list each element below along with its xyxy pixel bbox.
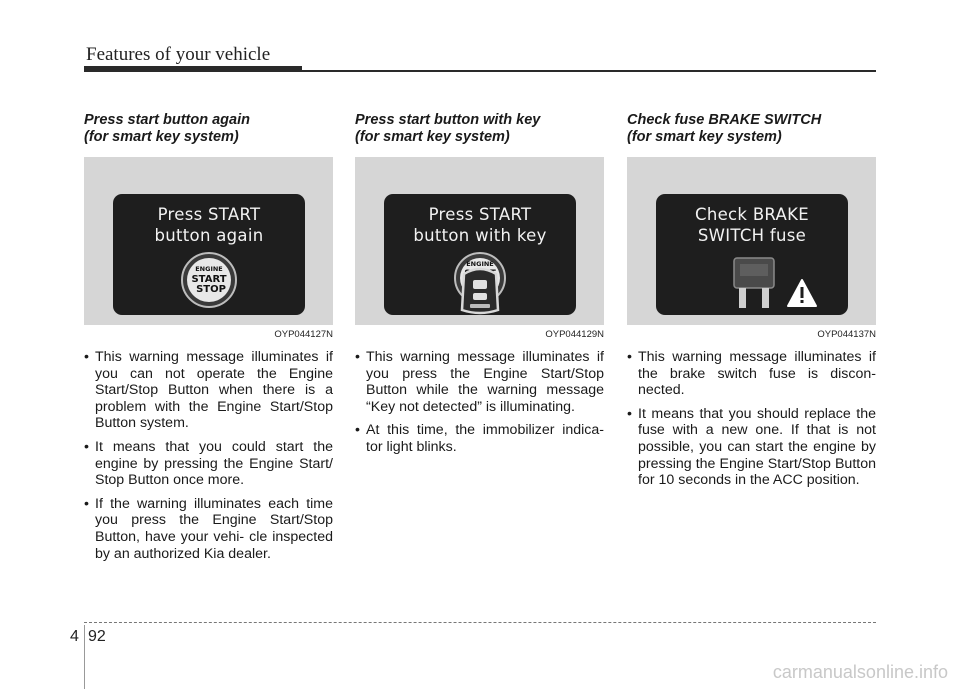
key-fob-on-button-icon: [384, 194, 576, 315]
section-title-line1: Press start button with key: [355, 112, 541, 128]
fuse-warning-icon: [656, 194, 848, 315]
chapter-number: 4: [70, 628, 79, 645]
figure-cluster-display: [627, 157, 876, 325]
figure-code: OYP044127N: [274, 329, 333, 340]
button-label-stop: STOP: [196, 284, 226, 295]
figure-code: OYP044137N: [817, 329, 876, 340]
list-item: • If the warning illuminates each time you press the Engine Start/Stop Button, have your vehi- cle inspected by an authorized Kia dealer.: [84, 496, 333, 562]
section-title: [627, 112, 876, 150]
section-check-fuse-brake-switch: [627, 112, 876, 496]
list-item: • This warning message illuminates if you press the Engine Start/Stop Button while the warning message “Key not detected” is illuminating.: [355, 349, 604, 415]
engine-start-stop-button-icon: [113, 194, 305, 315]
cluster-screen: [384, 194, 576, 315]
button-label-engine: ENGINE: [195, 265, 223, 273]
section-title-line2: (for smart key system): [84, 129, 239, 145]
watermark: carmanualsonline.info: [772, 662, 948, 682]
section-press-start-again: [84, 112, 333, 569]
screen-message-line2: button with key: [413, 226, 547, 245]
section-press-start-with-key: [355, 112, 604, 463]
screen-message-line2: SWITCH fuse: [697, 226, 807, 245]
screen-message-line1: Press START: [157, 205, 261, 224]
cluster-screen: [113, 194, 305, 315]
section-title-line2: (for smart key system): [355, 129, 510, 145]
cluster-screen: [656, 194, 848, 315]
button-label-engine: ENGINE: [466, 260, 494, 268]
list-item: • It means that you should replace the fuse with a new one. If that is not possible, you can start the engine by pressing the Engine Start/Stop Button for 10 seconds in the ACC position.: [627, 406, 876, 489]
button-label-start: START: [191, 274, 227, 285]
screen-message-line2: button again: [154, 226, 264, 245]
section-title: [84, 112, 333, 150]
list-item: • This warning message illuminates if the brake switch fuse is discon- nected.: [627, 349, 876, 399]
header-rule-thick: [84, 66, 302, 72]
section-title-line1: Check fuse BRAKE SWITCH: [627, 112, 822, 128]
figure-cluster-display: [355, 157, 604, 325]
bullet-list: [84, 349, 333, 562]
footer-vertical-rule: [84, 625, 85, 689]
page-number: 92: [88, 628, 106, 645]
list-item: • This warning message illuminates if you can not operate the Engine Start/Stop Button when there is a problem with the Engine Start/Stop Button system.: [84, 349, 333, 432]
page-header-title: Features of your vehicle: [86, 44, 271, 65]
footer-rule: [84, 622, 876, 623]
screen-message-line1: Check BRAKE: [695, 205, 809, 224]
section-title-line1: Press start button again: [84, 112, 250, 128]
bullet-list: [355, 349, 604, 456]
list-item: • It means that you could start the engine by pressing the Engine Start/ Stop Button once more.: [84, 439, 333, 489]
header-rule-thin: [302, 70, 876, 72]
figure-code: OYP044129N: [545, 329, 604, 340]
screen-message-line1: Press START: [428, 205, 532, 224]
list-item: • At this time, the immobilizer indica- tor light blinks.: [355, 422, 604, 455]
section-title-line2: (for smart key system): [627, 129, 782, 145]
bullet-list: [627, 349, 876, 489]
figure-cluster-display: [84, 157, 333, 325]
section-title: [355, 112, 604, 150]
